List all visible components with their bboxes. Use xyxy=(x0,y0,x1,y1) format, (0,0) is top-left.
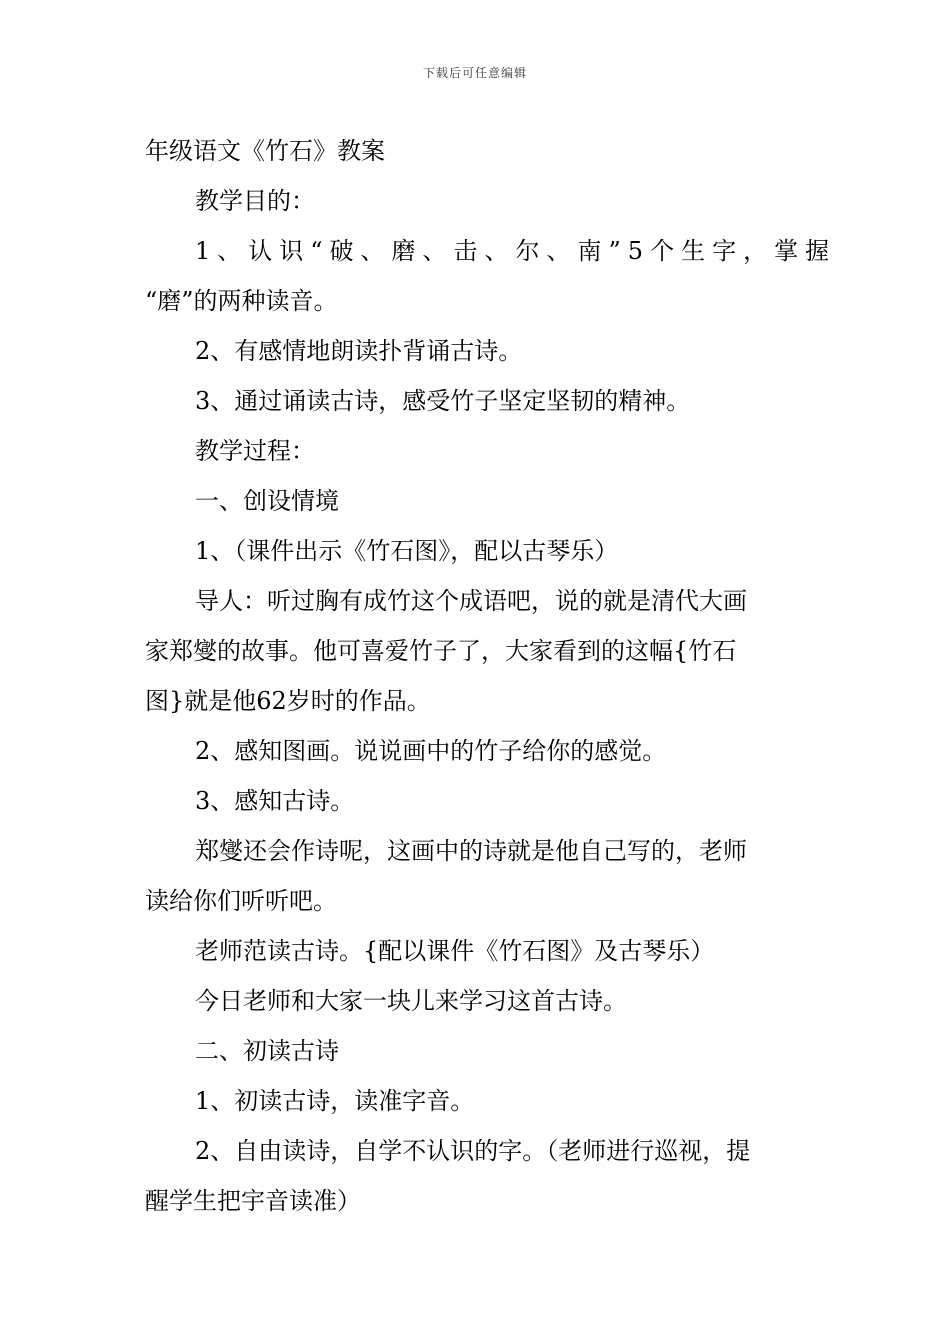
objective-1-line-2: “磨”的两种读音。 xyxy=(145,287,338,315)
poem-intro-line-1: 郑燮还会作诗呢，这画中的诗就是他自己写的，老师 xyxy=(195,837,747,865)
step-2-1: 1、初读古诗，读准字音。 xyxy=(195,1087,475,1115)
step-2-2-line-1: 2、自由读诗，自学不认识的字。（老师进行巡视，提 xyxy=(195,1137,751,1165)
intro-line-2: 家郑燮的故事。他可喜爱竹子了，大家看到的这幅{竹石 xyxy=(145,637,737,665)
document-title: 年级语文《竹石》教案 xyxy=(145,137,385,165)
objective-1 xyxy=(145,226,837,326)
today-line: 今日老师和大家一块儿来学习这首古诗。 xyxy=(195,987,627,1015)
intro-line-3: 图}就是他62岁时的作品。 xyxy=(145,687,431,715)
step-1-1: 1、（课件出示《竹石图》，配以古琴乐） xyxy=(195,537,619,565)
intro-paragraph xyxy=(145,576,807,726)
step-2-2-line-2: 醒学生把宇音读准） xyxy=(145,1187,361,1215)
page-header-note: 下载后可任意编辑 xyxy=(422,66,527,80)
poem-intro-line-2: 读给你们听听吧。 xyxy=(145,887,337,915)
objective-1-line-1: 1、认识“破、磨、击、尔、南”5个生字，掌握 xyxy=(195,237,837,265)
process-heading: 教学过程： xyxy=(195,437,315,465)
teacher-reads: 老师范读古诗。{配以课件《竹石图》及古琴乐） xyxy=(195,937,715,965)
section-1-heading: 一、创设情境 xyxy=(195,487,339,515)
step-1-2: 2、感知图画。说说画中的竹子给你的感觉。 xyxy=(195,737,667,765)
step-2-2 xyxy=(145,1126,807,1226)
section-2-heading: 二、初读古诗 xyxy=(195,1037,339,1065)
objective-3: 3、通过诵读古诗，感受竹子坚定坚韧的精神。 xyxy=(195,387,691,415)
intro-line-1: 导人：听过胸有成竹这个成语吧，说的就是清代大画 xyxy=(195,587,747,615)
objectives-heading: 教学目的： xyxy=(195,187,315,215)
poem-intro-paragraph xyxy=(145,826,807,926)
document-body xyxy=(145,126,837,1226)
objective-2: 2、有感情地朗读扑背诵古诗。 xyxy=(195,337,523,365)
step-1-3: 3、感知古诗。 xyxy=(195,787,355,815)
